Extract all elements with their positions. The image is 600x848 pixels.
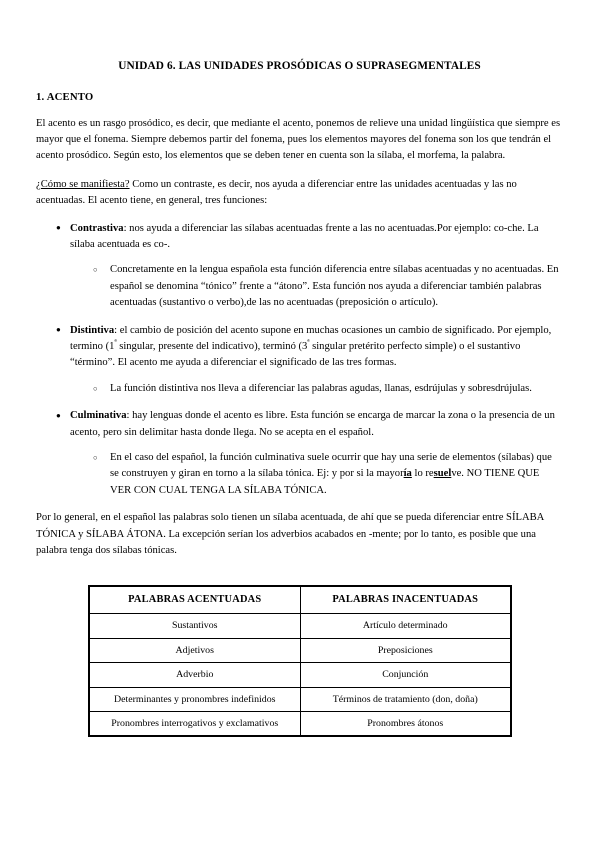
list-item-contrastiva	[36, 221, 563, 312]
palabras-acentuadas-table	[88, 585, 512, 737]
text-culminativa: : hay lenguas donde el acento es libre. Esta función se encarga de marcar la zona o la presencia de un acento, pero sin delimitar hasta donde llega. No se acepta en el español.	[70, 410, 555, 438]
paragraph-definition: El acento es un rasgo prosódico, es decir, que mediante el acento, ponemos de relieve una unidad lingüística que siempre es mayor que el fonema. Siempre debemos partir del fonema, pues los elementos mayores del fonema son los que tendrán el acento prosódico. Según esto, los elementos que se deben tener en cuenta son la sílaba, el morfema, la palabra.	[36, 117, 561, 162]
list-item-distintiva	[36, 323, 563, 398]
text-distintiva-a: : el cambio de posición del acento supone en muchas ocasiones un cambio de significado. Por ejemplo, termino (1	[70, 324, 552, 353]
table-cell-inacentuadas: Conjunción	[300, 663, 511, 687]
table-cell-inacentuadas: Pronombres átonos	[300, 712, 511, 737]
table-header-row	[89, 586, 511, 613]
list-item-culminativa	[36, 408, 563, 499]
table-cell-inacentuadas: Preposiciones	[300, 638, 511, 662]
section-heading-acento: 1. ACENTO	[36, 90, 94, 103]
table-header-acentuadas: PALABRAS ACENTUADAS	[89, 586, 300, 613]
manifiesta-question-rest: Como un contraste, es decir, nos ayuda a diferenciar entre las unidades acentuadas y las no acentuadas. El acento tiene, en general, tres funciones:	[36, 178, 517, 207]
sublist-distintiva	[70, 381, 563, 397]
text-distintiva-sub-1: La función distintiva nos lleva a diferenciar las palabras agudas, llanas, esdrújulas y sobresdrújulas.	[110, 382, 532, 394]
funciones-list	[36, 221, 563, 500]
term-distintiva: Distintiva	[70, 324, 115, 336]
sublist-culminativa	[70, 450, 563, 499]
text-contrastiva-sub-1: Concretamente en la lengua española esta función diferencia entre sílabas acentuadas y no acentuadas. En español se denomina “tónico” frente a “átono”. Esta función nos ayuda a diferenciar también palabras acentuadas (sustantivo o verbo),de las no acentuadas (preposición o artículo).	[110, 264, 559, 309]
term-culminativa: Culminativa	[70, 410, 127, 422]
list-item-contrastiva-sub-1	[70, 262, 563, 311]
table-cell-acentuadas: Pronombres interrogativos y exclamativos	[89, 712, 300, 737]
table-body	[89, 614, 511, 736]
table-row	[89, 687, 511, 711]
sublist-contrastiva	[70, 262, 563, 311]
paragraph-silaba-tonica: Por lo general, en el español las palabras solo tienen un sílaba acentuada, de ahí que se pueda diferenciar entre SÍLABA TÓNICA y SÍLABA ÁTONA. La excepción serían los adverbios acabados en -mente; por lo tanto, es posible que una palabra tenga dos sílabas tónicas.	[36, 512, 544, 557]
text-distintiva-c: singular pretérito perfecto simple) o el sustantivo “término”. El acento me ayuda a diferenciar el significado de las tres formas.	[70, 341, 521, 369]
text-contrastiva: : nos ayuda a diferenciar las sílabas acentuadas frente a las no acentuadas.Por ejemplo: co-che. La sílaba acentuada es co-.	[70, 222, 539, 250]
table-cell-inacentuadas: Artículo determinado	[300, 614, 511, 638]
table-head	[89, 586, 511, 613]
emphasis-resuelve-suel: suel	[433, 468, 452, 480]
term-contrastiva: Contrastiva	[70, 222, 124, 234]
page-title: UNIDAD 6. LAS UNIDADES PROSÓDICAS O SUPRASEGMENTALES	[118, 60, 481, 72]
text-distintiva-b: singular, presente del indicativo), terminó (3	[116, 341, 308, 353]
ordinal-tercera: ª	[307, 337, 310, 347]
paragraph-manifestacion	[36, 177, 563, 210]
emphasis-mayoria-ia: ía	[403, 468, 412, 480]
table-row	[89, 638, 511, 662]
table-row	[89, 712, 511, 737]
words-table-wrapper	[88, 585, 512, 737]
ordinal-primera: ª	[114, 337, 117, 347]
table-cell-acentuadas: Sustantivos	[89, 614, 300, 638]
table-cell-acentuadas: Adverbio	[89, 663, 300, 687]
text-culminativa-sub-a: En el caso del español, la función culminativa suele ocurrir que hay una serie de elementos (sílabas) que se construyen y giran en torno a la sílaba tónica. Ej: y por si la mayor	[110, 452, 552, 480]
table-cell-acentuadas: Adjetivos	[89, 638, 300, 662]
table-cell-inacentuadas: Términos de tratamiento (don, doña)	[300, 687, 511, 711]
text-culminativa-sub-c: ve. NO TIENE QUE VER CON CUAL TENGA LA SÍLABA TÓNICA.	[110, 468, 540, 496]
table-row	[89, 663, 511, 687]
manifiesta-question-lead: ¿Cómo se manifiesta?	[36, 178, 130, 190]
table-header-inacentuadas: PALABRAS INACENTUADAS	[300, 586, 511, 613]
list-item-culminativa-sub-1	[70, 450, 563, 499]
list-item-distintiva-sub-1	[70, 381, 563, 397]
table-cell-acentuadas: Determinantes y pronombres indefinidos	[89, 687, 300, 711]
table-row	[89, 614, 511, 638]
text-culminativa-sub-b: lo re	[411, 468, 434, 480]
